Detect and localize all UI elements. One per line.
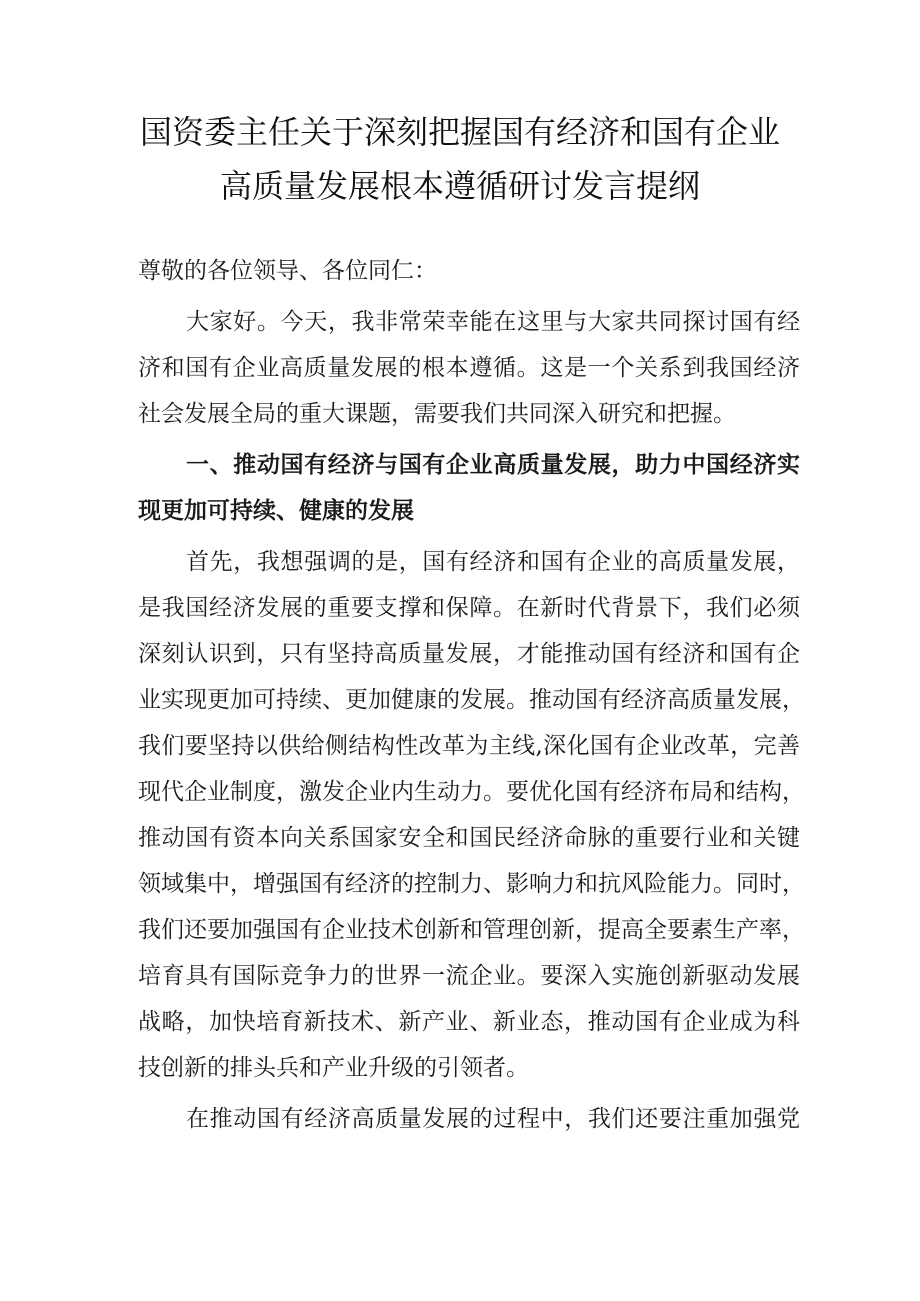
paragraph-line: 济和国有企业高质量发展的根本遵循。这是一个关系到我国经济 <box>138 355 800 381</box>
document-title-line-1: 国资委主任关于深刻把握国有经济和国有企业 <box>139 113 780 151</box>
paragraph-line: 技创新的排头兵和产业升级的引领者。 <box>138 1055 529 1081</box>
paragraph-line: 社会发展全局的重大课题，需要我们共同深入研究和把握。 <box>138 401 736 427</box>
paragraph-line: 战略，加快培育新技术、新产业、新业态，推动国有企业成为科 <box>138 1009 800 1035</box>
paragraph-line: 是我国经济发展的重要支撑和保障。在新时代背景下，我们必须 <box>138 595 800 621</box>
section-heading-line: 一、推动国有经济与国有企业高质量发展，助力中国经济实 <box>186 452 800 478</box>
paragraph-line: 我们还要加强国有企业技术创新和管理创新，提高全要素生产率， <box>138 917 805 943</box>
paragraph-line: 首先，我想强调的是，国有经济和国有企业的高质量发展， <box>186 549 800 575</box>
paragraph-line: 我们要坚持以供给侧结构性改革为主线,深化国有企业改革，完善 <box>138 733 800 759</box>
paragraph-line: 深刻认识到，只有坚持高质量发展，才能推动国有经济和国有企 <box>138 641 800 667</box>
salutation: 尊敬的各位领导、各位同仁： <box>138 258 437 284</box>
paragraph-line: 培育具有国际竞争力的世界一流企业。要深入实施创新驱动发展 <box>138 963 800 989</box>
paragraph-line: 推动国有资本向关系国家安全和国民经济命脉的重要行业和关键 <box>138 825 800 851</box>
paragraph-line: 大家好。今天，我非常荣幸能在这里与大家共同探讨国有经 <box>186 309 800 335</box>
paragraph-line: 业实现更加可持续、更加健康的发展。推动国有经济高质量发展， <box>138 687 805 713</box>
paragraph-line: 领域集中，增强国有经济的控制力、影响力和抗风险能力。同时， <box>138 871 805 897</box>
section-heading-line: 现更加可持续、健康的发展 <box>138 498 414 524</box>
paragraph-line: 现代企业制度，激发企业内生动力。要优化国有经济布局和结构， <box>138 779 805 805</box>
document-title-line-2: 高质量发展根本遵循研讨发言提纲 <box>219 167 700 205</box>
paragraph-line: 在推动国有经济高质量发展的过程中，我们还要注重加强党 <box>186 1106 800 1132</box>
